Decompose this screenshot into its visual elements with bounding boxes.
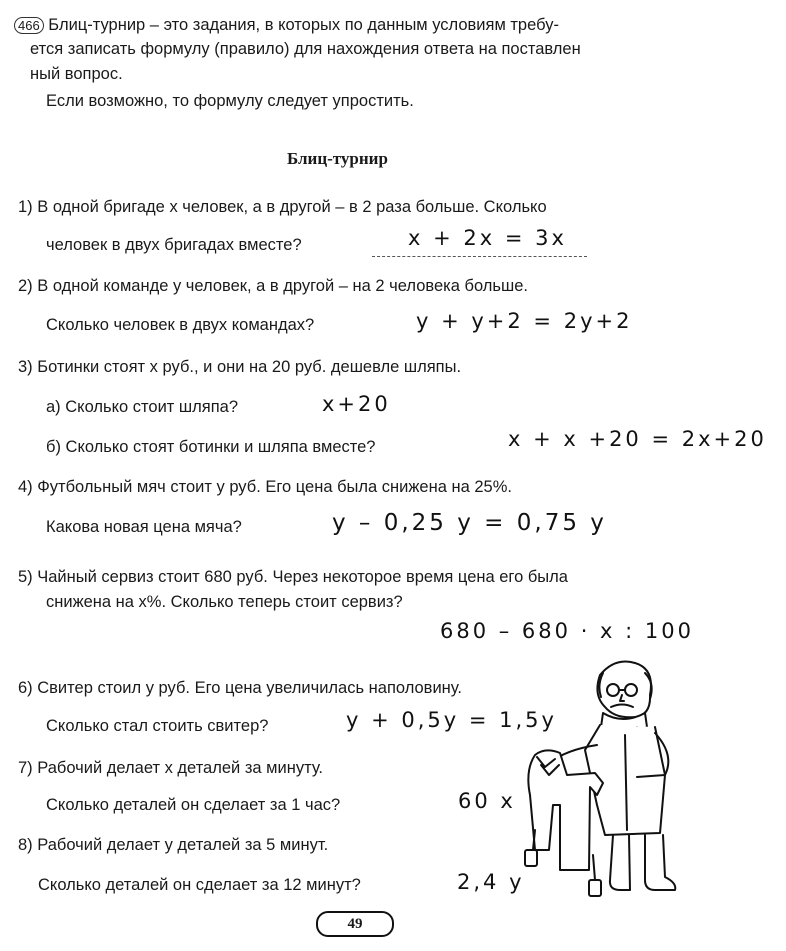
q7-line-1: 7) Рабочий делает x деталей за минуту. [18,759,324,777]
q1-line-1: 1) В одной бригаде x человек, а в другой – в 2 раза больше. Сколько [18,198,547,216]
q3-b: б) Сколько стоят ботинки и шляпа вместе? [46,438,376,456]
q5-answer: 680 – 680 · x : 100 [440,619,694,643]
q1-answer: x + 2x = 3x [408,226,567,250]
q7-answer: 60 x [458,789,516,813]
q3-line-1: 3) Ботинки стоят x руб., и они на 20 руб. дешевле шляпы. [18,358,462,376]
q4-answer: y – 0,25 y = 0,75 y [332,510,607,536]
intro-line-4: Если возможно, то формулу следует упростить. [46,92,414,110]
intro-line-2: ется записать формулу (правило) для нахождения ответа на поставлен [30,40,581,58]
q8-line-2: Сколько деталей он сделает за 12 минут? [38,876,361,894]
q3-a-answer: x+20 [322,392,391,416]
q3-a: а) Сколько стоит шляпа? [46,398,239,416]
q6-line-2: Сколько стал стоить свитер? [46,717,269,735]
q6-answer: y + 0,5y = 1,5y [346,708,557,732]
sweater-seller-illustration [505,655,755,905]
q8-line-1: 8) Рабочий делает y деталей за 5 минут. [18,836,329,854]
intro-text-1: Блиц-турнир – это задания, в которых по данным условиям требу- [48,16,559,34]
q7-line-2: Сколько деталей он сделает за 1 час? [46,796,341,814]
q1-answer-line [372,256,587,257]
q5-line-1: 5) Чайный сервиз стоит 680 руб. Через некоторое время цена его была [18,568,568,586]
q3-b-answer: x + x +20 = 2x+20 [508,427,767,451]
intro-line-3: ный вопрос. [30,65,123,83]
page-number: 49 [316,911,394,937]
q1-line-2: человек в двух бригадах вместе? [46,236,302,254]
section-heading: Блиц-турнир [287,149,388,168]
q4-line-1: 4) Футбольный мяч стоит y руб. Его цена была снижена на 25%. [18,478,512,496]
q2-answer: y + y+2 = 2y+2 [416,309,633,333]
q8-answer: 2,4 y [457,870,525,894]
task-number: 466 [14,17,44,34]
q2-line-2: Сколько человек в двух командах? [46,316,315,334]
q4-line-2: Какова новая цена мяча? [46,518,242,536]
q2-line-1: 2) В одной команде y человек, а в другой – на 2 человека больше. [18,277,528,295]
intro-line-1 [14,16,559,35]
q6-line-1: 6) Свитер стоил y руб. Его цена увеличилась наполовину. [18,679,462,697]
q5-line-2: снижена на x%. Сколько теперь стоит сервиз? [46,593,403,611]
